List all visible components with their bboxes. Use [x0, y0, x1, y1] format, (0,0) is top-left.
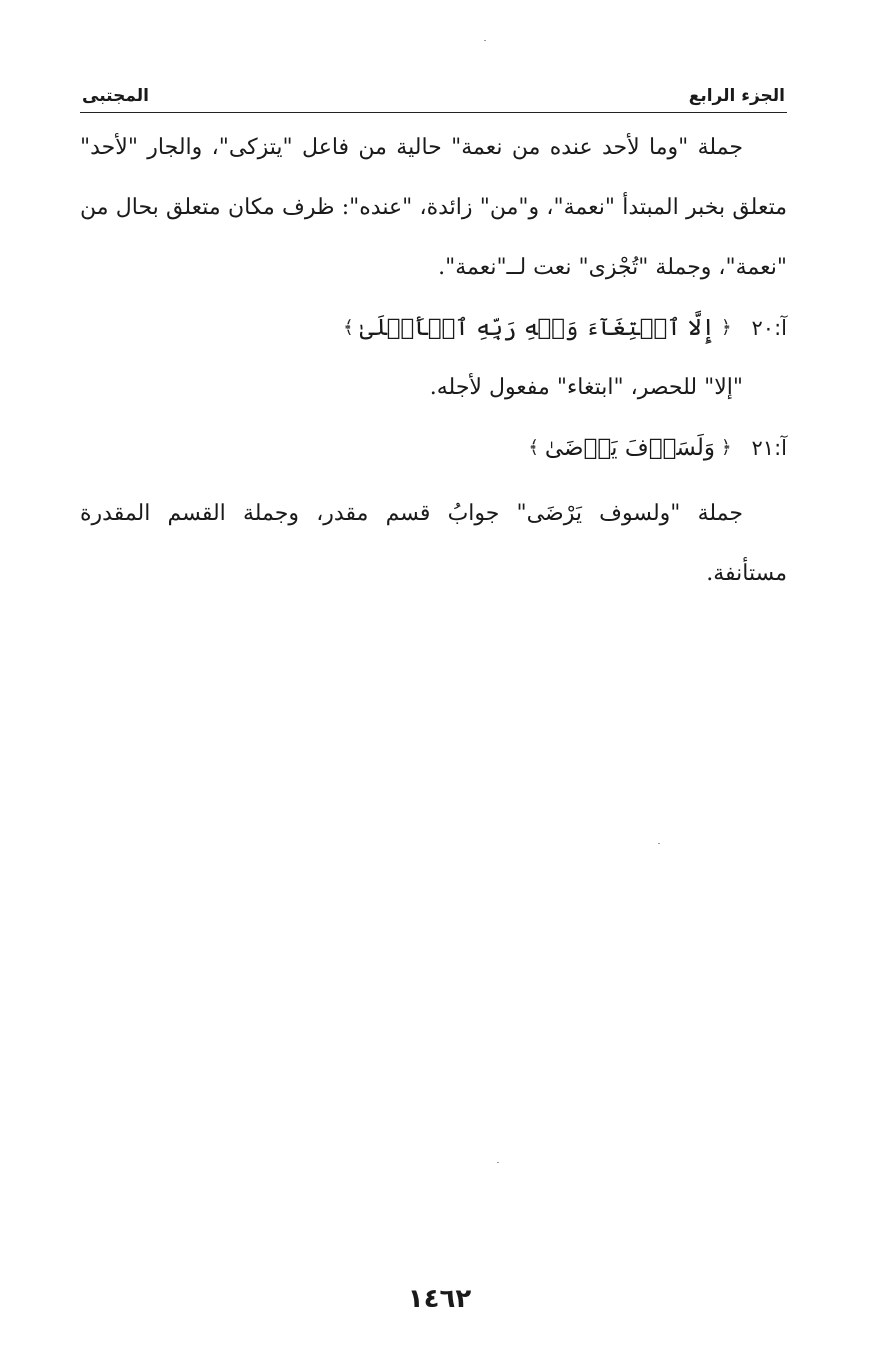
ornate-bracket-close: ﴾ — [528, 437, 539, 458]
ornate-bracket-close: ﴾ — [343, 317, 354, 338]
quran-verse-text: وَلَسَوۡفَ يَرۡضَىٰ — [544, 435, 715, 461]
verse-20 — [80, 298, 787, 358]
running-header — [80, 82, 787, 112]
header-divider — [80, 112, 787, 113]
ornate-bracket-open: ﴿ — [720, 317, 732, 338]
part-label: الجزء الرابع — [688, 86, 785, 106]
ornate-bracket-open: ﴿ — [720, 437, 732, 458]
scan-speck — [484, 40, 486, 41]
verse-number: آ:٢١ — [751, 436, 787, 460]
quran-verse-text: إِلَّا ٱبۡتِغَآءَ وَجۡهِ رَبِّهِ ٱلۡأَعۡلَىٰ — [359, 315, 715, 341]
verse-21 — [80, 418, 787, 478]
scan-speck — [658, 843, 660, 844]
book-title: المجتبى — [82, 86, 149, 106]
paragraph-2: "إلا" للحصر، "ابتغاء" مفعول لأجله. — [429, 375, 743, 400]
page-number: ١٤٦٢ — [407, 1284, 472, 1314]
paragraph-3: جملة "ولسوف يَرْضَى" جوابُ قسم مقدر، وجملة القسم المقدرة مستأنفة. — [80, 501, 787, 586]
scan-speck — [497, 1162, 499, 1163]
paragraph-1: جملة "وما لأحد عنده من نعمة" حالية من فاعل "يتزكى"، والجار "لأحد" متعلق بخبر المبتدأ "نعمة"، و"من" زائدة، "عنده": ظرف مكان متعلق بحال من "نعمة"، وجملة "تُجْزى" نعت لــ"نعمة". — [80, 135, 787, 280]
page-body — [80, 118, 787, 604]
verse-number: آ:٢٠ — [751, 316, 787, 340]
